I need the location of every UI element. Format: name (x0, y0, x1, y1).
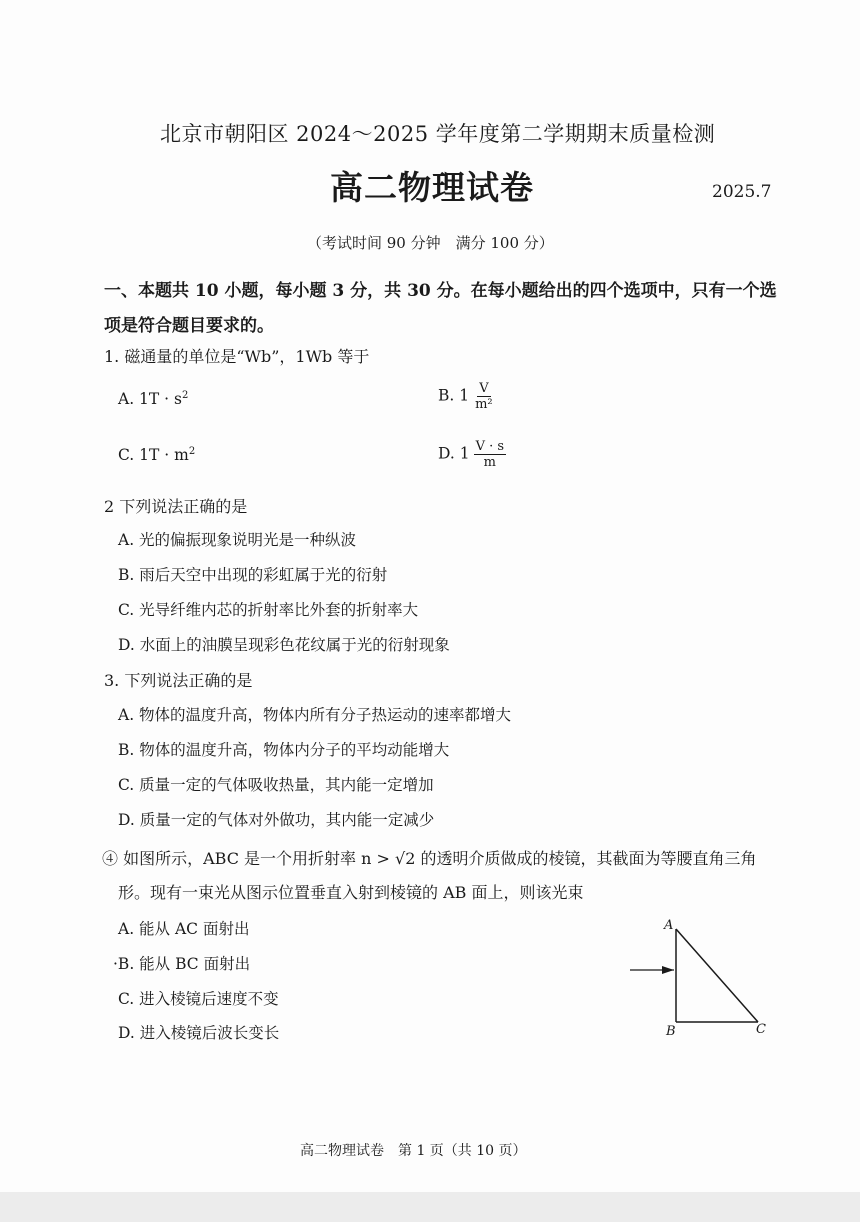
question-4-option-c: C. 进入棱镜后速度不变 (118, 990, 279, 1008)
question-3-stem: 3. 下列说法正确的是 (104, 671, 253, 690)
option-a-text: A. 1T · s (118, 390, 182, 409)
exam-info: （考试时间 90 分钟 满分 100 分） (307, 234, 554, 252)
option-b-fraction (473, 381, 495, 412)
question-4-option-d: D. 进入棱镜后波长变长 (118, 1024, 280, 1042)
exam-date: 2025.7 (712, 182, 772, 202)
question-4-option-a: A. 能从 AC 面射出 (118, 920, 250, 938)
prism-side-ac (676, 929, 758, 1022)
question-4-stem-line-2: 形。现有一束光从图示位置垂直入射到棱镜的 AB 面上，则该光束 (118, 883, 584, 902)
vertex-label-b: B (666, 1024, 676, 1039)
fraction-denominator: m (483, 455, 496, 470)
question-1-option-b (438, 381, 495, 412)
section-1-heading: 一、本题共 10 小题，每小题 3 分，共 30 分。在每小题给出的四个选项中，只有一个选项是符合题目要求的。 (104, 281, 777, 336)
vertex-label-a: A (664, 918, 674, 933)
light-ray-arrow-icon (662, 966, 674, 974)
question-2-option-a: A. 光的偏振现象说明光是一种纵波 (118, 531, 357, 549)
question-2-option-c: C. 光导纤维内芯的折射率比外套的折射率大 (118, 601, 419, 619)
exam-header-line: 北京市朝阳区 2024～2025 学年度第二学期期末质量检测 (160, 122, 716, 146)
page-footer: 高二物理试卷 第 1 页（共 10 页） (300, 1143, 527, 1159)
question-1-stem: 1. 磁通量的单位是“Wb”，1Wb 等于 (104, 347, 370, 366)
question-1-option-a (118, 390, 188, 408)
vertex-label-c: C (756, 1022, 766, 1037)
option-b-prefix: B. 1 (438, 386, 470, 405)
fraction-numerator: V · s (475, 439, 505, 454)
question-3-option-c: C. 质量一定的气体吸收热量，其内能一定增加 (118, 776, 434, 794)
prism-figure (620, 915, 780, 1040)
question-4-stem-line-1: ④ 如图所示，ABC 是一个用折射率 n > √2 的透明介质做成的棱镜，其截面为等腰直角三角 (102, 849, 757, 868)
option-a-exponent: 2 (181, 390, 189, 401)
question-2-stem: 2 下列说法正确的是 (104, 497, 248, 516)
option-c-exponent: 2 (188, 446, 196, 457)
question-3-option-b: B. 物体的温度升高，物体内分子的平均动能增大 (118, 741, 450, 759)
question-2-option-d: D. 水面上的油膜呈现彩色花纹属于光的衍射现象 (118, 636, 450, 654)
question-3-option-d: D. 质量一定的气体对外做功，其内能一定减少 (118, 811, 435, 829)
fraction-denominator: m² (475, 397, 493, 412)
question-2-option-b: B. 雨后天空中出现的彩虹属于光的衍射 (118, 566, 388, 584)
question-4-option-b: ·B. 能从 BC 面射出 (113, 955, 251, 973)
question-1-option-d (438, 439, 506, 470)
page-title: 高二物理试卷 (330, 168, 534, 207)
option-d-prefix: D. 1 (438, 444, 470, 463)
option-c-text: C. 1T · m (118, 446, 189, 465)
question-1-option-c (118, 446, 195, 464)
option-d-fraction (474, 439, 506, 470)
bottom-band (0, 1192, 860, 1222)
question-3-option-a: A. 物体的温度升高，物体内所有分子热运动的速率都增大 (118, 706, 512, 724)
fraction-numerator: V (479, 381, 489, 396)
